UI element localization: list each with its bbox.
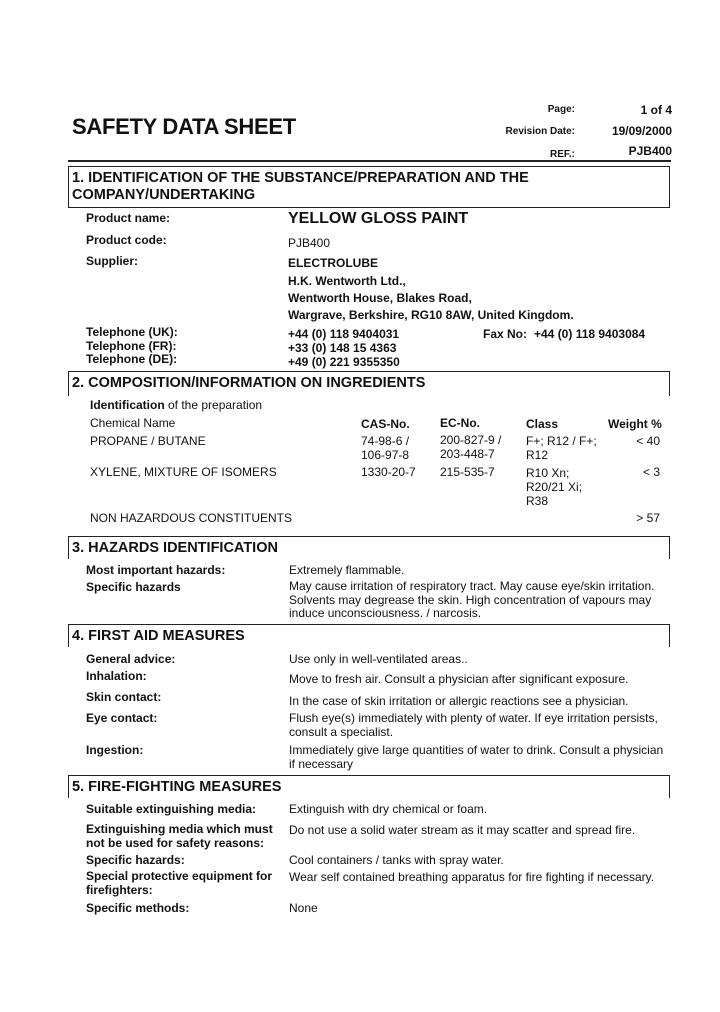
first-aid-value: Move to fresh air. Consult a physician after significant exposure. bbox=[289, 672, 629, 686]
hazard-label: Most important hazards: bbox=[86, 563, 226, 577]
telephone-de: +49 (0) 221 9355350 bbox=[288, 355, 400, 369]
table-row-weight: < 3 bbox=[642, 465, 660, 479]
section-4-title: 4. FIRST AID MEASURES bbox=[72, 628, 245, 644]
first-aid-label: General advice: bbox=[86, 652, 176, 666]
ref-label: REF.: bbox=[550, 149, 575, 160]
fire-fighting-label: Suitable extinguishing media: bbox=[86, 802, 257, 816]
telephone-uk-label: Telephone (UK): bbox=[86, 325, 178, 339]
section-5-header bbox=[68, 775, 670, 798]
column-header-class: Class bbox=[526, 417, 559, 431]
supplier-line: H.K. Wentworth Ltd., bbox=[288, 274, 406, 288]
table-row-weight: > 57 bbox=[636, 511, 660, 525]
table-row-weight: < 40 bbox=[636, 434, 660, 448]
table-row-name: XYLENE, MIXTURE OF ISOMERS bbox=[90, 465, 277, 479]
section-rule bbox=[68, 160, 671, 162]
table-row-class: R10 Xn; bbox=[526, 466, 570, 480]
table-row-class: R12 bbox=[526, 448, 549, 462]
first-aid-label: Inhalation: bbox=[86, 669, 147, 683]
table-row-class: R38 bbox=[526, 494, 549, 508]
section-1-header bbox=[68, 166, 670, 208]
product-code-label: Product code: bbox=[86, 233, 167, 247]
fire-fighting-label: Specific hazards: bbox=[86, 853, 185, 867]
telephone-uk: +44 (0) 118 9404031 bbox=[288, 327, 400, 341]
telephone-de-label: Telephone (DE): bbox=[86, 352, 178, 366]
hazard-value: Extremely flammable. bbox=[289, 563, 405, 577]
fire-fighting-value: Cool containers / tanks with spray water. bbox=[289, 853, 504, 867]
table-row-ec: 203-448-7 bbox=[440, 447, 495, 461]
revision-date-label: Revision Date: bbox=[505, 126, 575, 137]
product-name: YELLOW GLOSS PAINT bbox=[288, 210, 469, 227]
fire-fighting-label: Specific methods: bbox=[86, 901, 190, 915]
fire-fighting-value: Wear self contained breathing apparatus for fire fighting if necessary. bbox=[289, 870, 655, 884]
first-aid-label: Eye contact: bbox=[86, 711, 158, 725]
table-row-name: PROPANE / BUTANE bbox=[90, 434, 206, 448]
table-row-cas: 1330-20-7 bbox=[361, 465, 416, 479]
section-1-title-line2: COMPANY/UNDERTAKING bbox=[72, 187, 256, 203]
fire-fighting-label: Special protective equipment for firefighters: bbox=[86, 869, 273, 897]
first-aid-label: Ingestion: bbox=[86, 743, 144, 757]
column-header-ec: EC-No. bbox=[440, 416, 480, 430]
table-row-name: NON HAZARDOUS CONSTITUENTS bbox=[90, 511, 293, 525]
section-3-header bbox=[68, 536, 670, 559]
telephone-fr: +33 (0) 148 15 4363 bbox=[288, 341, 397, 355]
page-value: 1 of 4 bbox=[640, 103, 672, 117]
supplier-label: Supplier: bbox=[86, 254, 139, 268]
column-header-cas: CAS-No. bbox=[361, 417, 410, 431]
ref-value: PJB400 bbox=[628, 144, 672, 158]
table-row-class: F+; R12 / F+; bbox=[526, 434, 597, 448]
first-aid-value: Immediately give large quantities of water to drink. Consult a physician if necessary bbox=[289, 743, 664, 771]
identification-bold: Identification bbox=[90, 398, 165, 412]
supplier-line: Wargrave, Berkshire, RG10 8AW, United Kingdom. bbox=[288, 308, 574, 322]
first-aid-value: Use only in well-ventilated areas.. bbox=[289, 652, 468, 666]
product-name-label: Product name: bbox=[86, 211, 171, 225]
section-2-title: 2. COMPOSITION/INFORMATION ON INGREDIENTS bbox=[72, 375, 426, 391]
fax-number: +44 (0) 118 9403084 bbox=[534, 327, 646, 341]
table-row-ec: 200-827-9 / bbox=[440, 433, 502, 447]
fire-fighting-value: None bbox=[289, 901, 318, 915]
table-row-class: R20/21 Xi; bbox=[526, 480, 583, 494]
section-3-title: 3. HAZARDS IDENTIFICATION bbox=[72, 540, 278, 556]
column-header-weight: Weight % bbox=[608, 417, 662, 431]
document-title: SAFETY DATA SHEET bbox=[72, 114, 296, 139]
identification-rest: of the preparation bbox=[164, 398, 263, 412]
section-2-header bbox=[68, 371, 670, 396]
table-row-cas: 74-98-6 / bbox=[361, 434, 410, 448]
table-row-cas: 106-97-8 bbox=[361, 448, 410, 462]
section-1-title-line1: 1. IDENTIFICATION OF THE SUBSTANCE/PREPARATION AND THE bbox=[72, 170, 529, 186]
first-aid-value: In the case of skin irritation or allergic reactions see a physician. bbox=[289, 694, 629, 708]
first-aid-value: Flush eye(s) immediately with plenty of water. If eye irritation persists, consult a specialist. bbox=[289, 711, 658, 739]
product-code: PJB400 bbox=[288, 236, 331, 250]
section-4-header bbox=[68, 624, 670, 647]
fire-fighting-value: Extinguish with dry chemical or foam. bbox=[289, 802, 488, 816]
table-row-ec: 215-535-7 bbox=[440, 465, 495, 479]
fax-label: Fax No: bbox=[483, 327, 528, 341]
page-label: Page: bbox=[547, 104, 575, 115]
hazard-label: Specific hazards bbox=[86, 580, 181, 594]
telephone-fr-label: Telephone (FR): bbox=[86, 339, 177, 353]
fire-fighting-label: Extinguishing media which must not be used for safety reasons: bbox=[86, 822, 273, 850]
section-5-title: 5. FIRE-FIGHTING MEASURES bbox=[72, 779, 282, 795]
identification-heading bbox=[90, 398, 262, 412]
first-aid-label: Skin contact: bbox=[86, 690, 162, 704]
supplier-line: ELECTROLUBE bbox=[288, 256, 378, 270]
column-header-chemical: Chemical Name bbox=[90, 416, 176, 430]
supplier-line: Wentworth House, Blakes Road, bbox=[288, 291, 472, 305]
hazard-value: May cause irritation of respiratory tract. May cause eye/skin irritation. Solvents may degrease the skin. High concentration of vapours may induce unconsciousness. / narcosis. bbox=[289, 579, 655, 620]
fire-fighting-value: Do not use a solid water stream as it may scatter and spread fire. bbox=[289, 823, 636, 837]
revision-date-value: 19/09/2000 bbox=[611, 124, 672, 138]
